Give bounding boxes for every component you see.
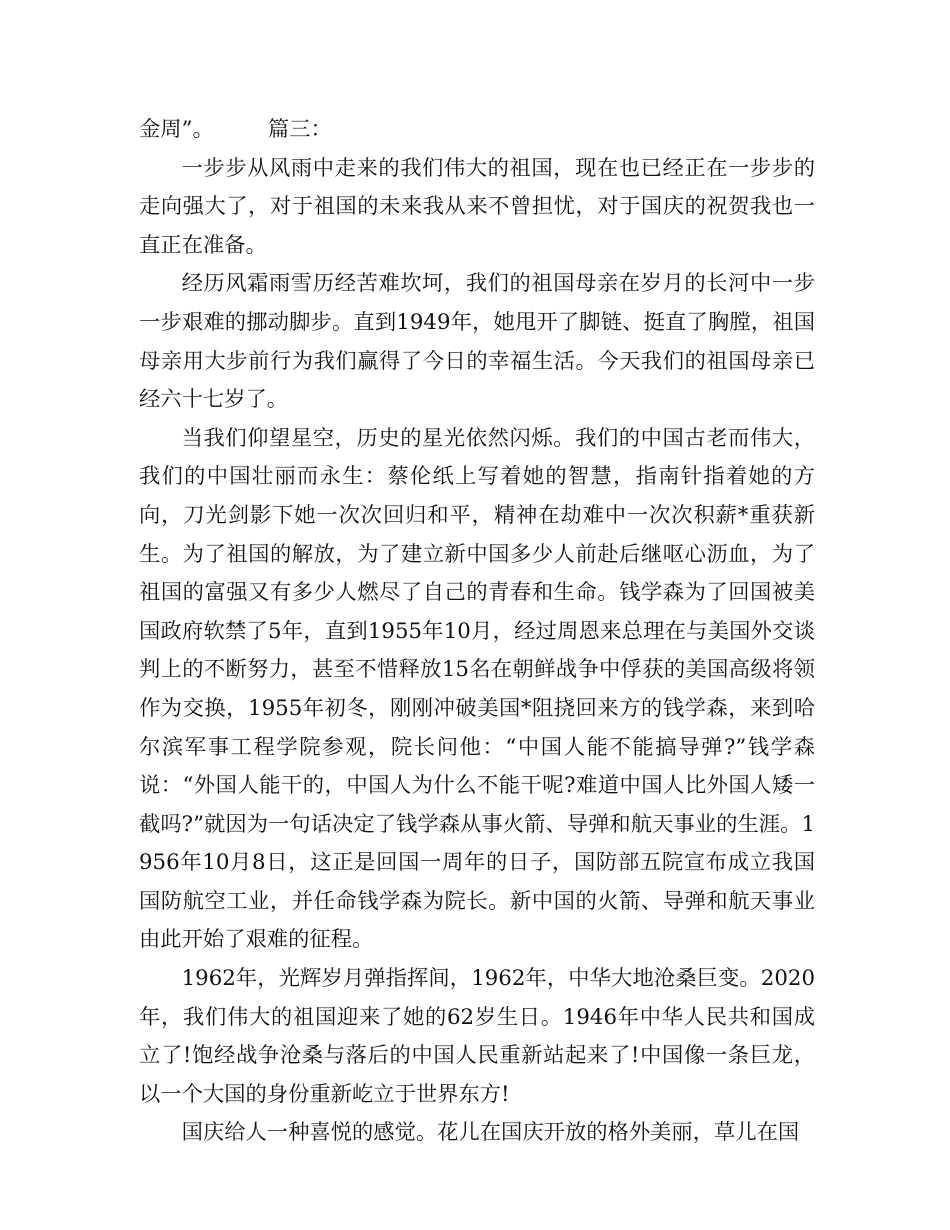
paragraph-4: 1962年，光辉岁月弹指挥间，1962年，中华大地沧桑巨变。2020年，我们伟大的祖国迎来了她的62岁生日。1946年中华人民共和国成立了!饱经战争沧桑与落后的中国人民重新站起来了!中国像一条巨龙，以一个大国的身份重新屹立于世界东方! xyxy=(139,966,815,1107)
paragraph-3: 当我们仰望星空，历史的星光依然闪烁。我们的中国古老而伟大，我们的中国壮丽而永生：蔡伦纸上写着她的智慧，指南针指着她的方向，刀光剑影下她一次次回归和平，精神在劫难中一次次积薪*重获新生。为了祖国的解放，为了建立新中国多少人前赴后继呕心沥血，为了祖国的富强又有多少人燃尽了自己的青春和生命。钱学森为了回国被美国政府软禁了5年，直到1955年10月，经过周恩来总理在与美国外交谈判上的不断努力，甚至不惜释放15名在朝鲜战争中俘获的美国高级将领作为交换，1955年初冬，刚刚冲破美国*阻挠回来方的钱学森，来到哈尔滨军事工程学院参观，院长问他：“中国人能不能搞导弹?”钱学森说：“外国人能干的，中国人为什么不能干呢?难道中国人比外国人矮一截吗?”就因为一句话决定了钱学森从事火箭、导弹和航天事业的生涯。1956年10月8日，这正是回国一周年的日子，国防部五院宣布成立我国国防航空工业，并任命钱学森为院长。新中国的火箭、导弹和航天事业由此开始了艰难的征程。 xyxy=(139,425,815,953)
paragraph-5: 国庆给人一种喜悦的感觉。花儿在国庆开放的格外美丽，草儿在国 xyxy=(181,1120,800,1146)
document-body xyxy=(139,111,815,1153)
continuation-line: 金周”。 篇三： xyxy=(139,117,332,142)
paragraph-2: 经历风霜雨雪历经苦难坎坷，我们的祖国母亲在岁月的长河中一步一步艰难的挪动脚步。直到1949年，她甩开了脚链、挺直了胸膛，祖国母亲用大步前行为我们赢得了今日的幸福生活。今天我们的祖国母亲已经六十七岁了。 xyxy=(139,271,815,413)
paragraph-1: 一步步从风雨中走来的我们伟大的祖国，现在也已经正在一步步的走向强大了，对于祖国的未来我从来不曾担忧，对于国庆的祝贺我也一直正在准备。 xyxy=(139,155,815,258)
